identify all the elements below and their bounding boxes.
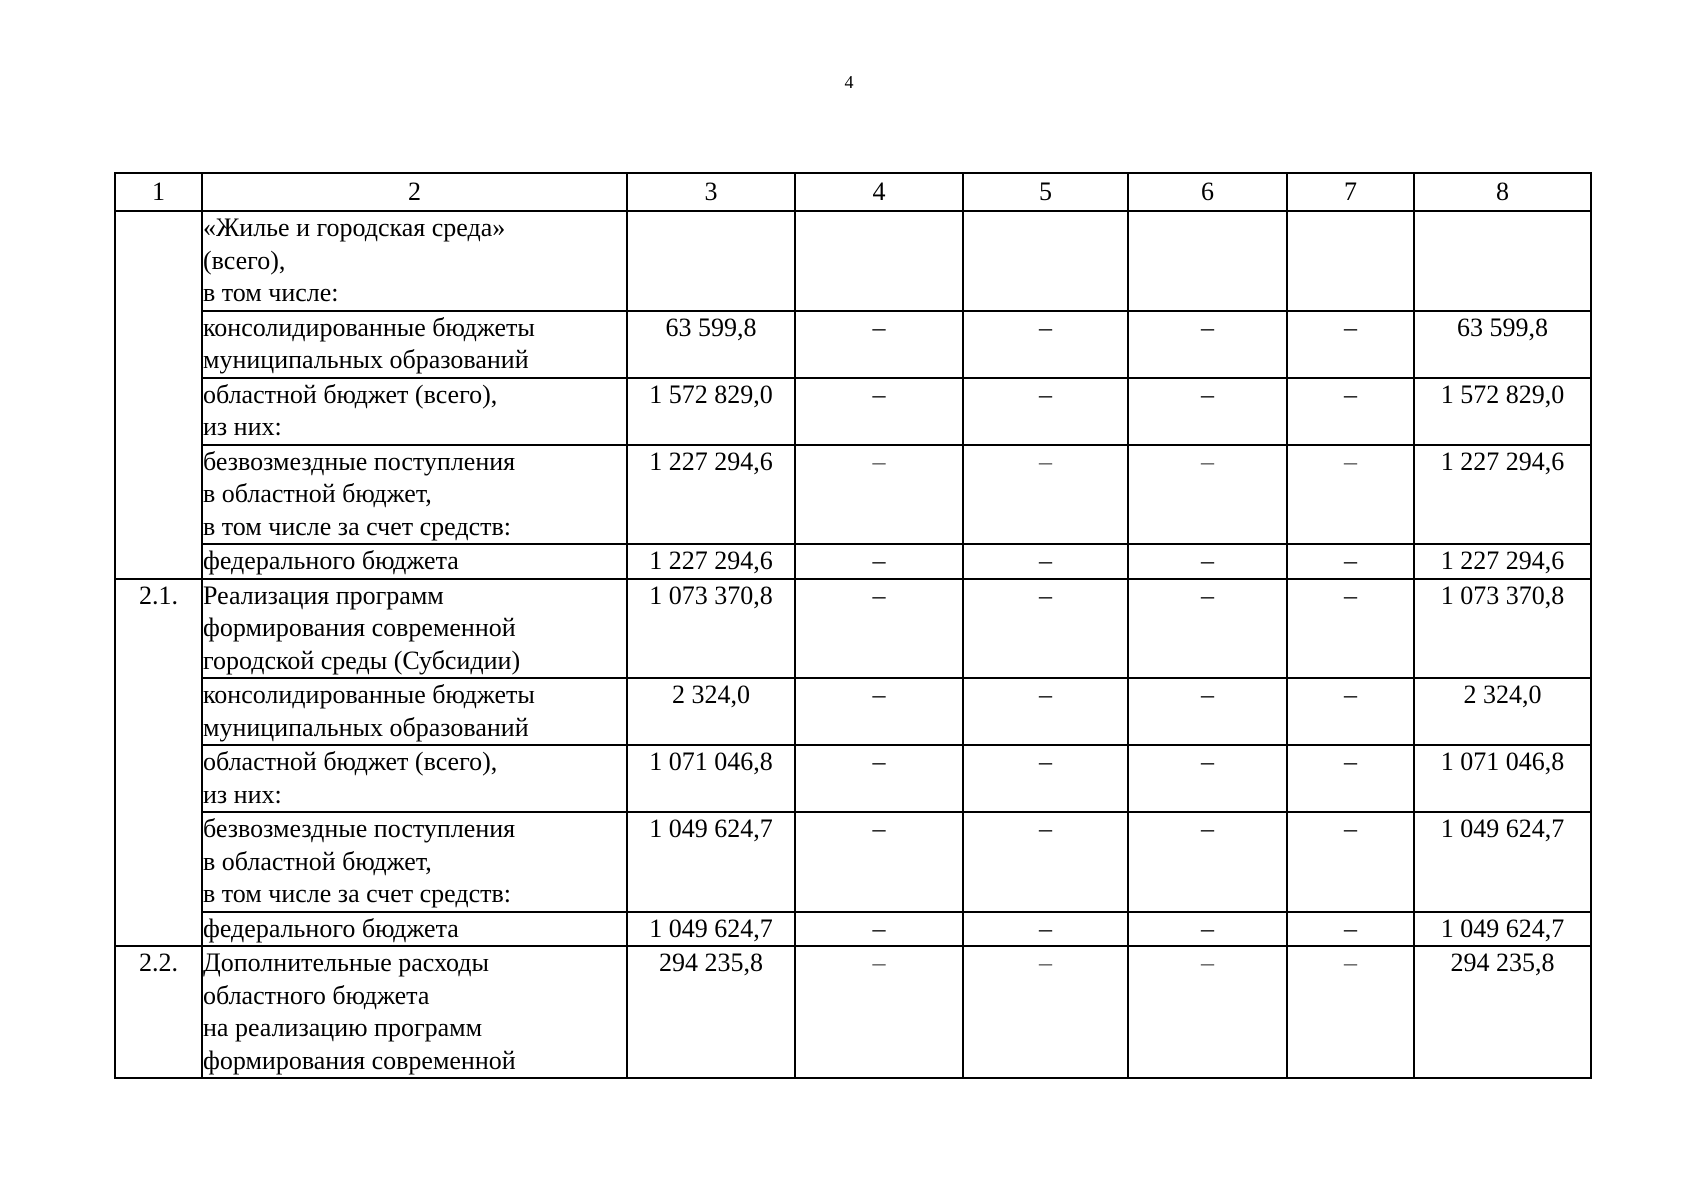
value-cell-col-4: –: [795, 912, 963, 947]
value-cell-col-8: 294 235,8: [1414, 946, 1591, 1078]
column-header: 2: [202, 173, 627, 211]
table-row: [115, 946, 1591, 1078]
value-cell-col-6: –: [1128, 946, 1287, 1078]
description-cell: [202, 445, 627, 545]
description-cell: [202, 912, 627, 947]
table-row: [115, 211, 1591, 311]
value-cell-col-3: 1 071 046,8: [627, 745, 795, 812]
column-header: 3: [627, 173, 795, 211]
value-cell-col-8: 2 324,0: [1414, 678, 1591, 745]
description-line: формирования современной: [203, 613, 516, 642]
value-cell-col-5: [963, 211, 1128, 311]
value-cell-col-4: –: [795, 544, 963, 579]
item-number-cell: 2.1.: [115, 579, 202, 947]
description-line: муниципальных образований: [203, 345, 529, 374]
value-cell-col-3: 1 049 624,7: [627, 812, 795, 912]
value-cell-col-6: –: [1128, 579, 1287, 679]
description-line: в том числе за счет средств:: [203, 879, 511, 908]
value-cell-col-5: –: [963, 912, 1128, 947]
column-header: 1: [115, 173, 202, 211]
value-cell-col-7: –: [1287, 544, 1414, 579]
description-line: муниципальных образований: [203, 712, 529, 742]
value-cell-col-3: 2 324,0: [627, 678, 795, 745]
value-cell-col-6: –: [1128, 745, 1287, 812]
value-cell-col-4: –: [795, 579, 963, 679]
value-cell-col-7: –: [1287, 445, 1414, 545]
value-cell-col-6: –: [1128, 544, 1287, 579]
value-cell-col-3: [627, 211, 795, 311]
value-cell-col-4: –: [795, 678, 963, 745]
description-line: на реализацию программ: [203, 1013, 483, 1042]
column-header: 5: [963, 173, 1128, 211]
description-cell: [202, 579, 627, 679]
value-cell-col-5: –: [963, 678, 1128, 745]
value-cell-col-4: [795, 211, 963, 311]
description-line: областного бюджета: [203, 980, 430, 1010]
table-row: [115, 378, 1591, 445]
description-line: в том числе за счет средств:: [203, 511, 511, 541]
value-cell-col-6: –: [1128, 445, 1287, 545]
description-cell: [202, 211, 627, 311]
column-number-row: [115, 173, 1591, 211]
description-line: Реализация программ: [203, 580, 444, 610]
description-line: из них:: [203, 412, 282, 441]
table-row: [115, 579, 1591, 679]
column-header: 7: [1287, 173, 1414, 211]
table-row: [115, 912, 1591, 947]
value-cell-col-8: 1 572 829,0: [1414, 378, 1591, 445]
column-header: 8: [1414, 173, 1591, 211]
value-cell-col-5: –: [963, 445, 1128, 545]
value-cell-col-6: –: [1128, 812, 1287, 912]
description-line: федерального бюджета: [203, 546, 459, 575]
value-cell-col-6: –: [1128, 311, 1287, 378]
table-row: [115, 445, 1591, 545]
value-cell-col-7: –: [1287, 311, 1414, 378]
value-cell-col-5: –: [963, 946, 1128, 1078]
description-line: «Жилье и городская среда»: [203, 213, 506, 242]
table-row: [115, 544, 1591, 579]
description-line: безвозмездные поступления: [203, 814, 516, 843]
value-cell-col-8: 1 227 294,6: [1414, 445, 1591, 545]
description-line: консолидированные бюджеты: [203, 312, 535, 342]
value-cell-col-5: –: [963, 745, 1128, 812]
description-line: областной бюджет (всего),: [203, 379, 498, 409]
description-cell: [202, 745, 627, 812]
value-cell-col-8: 1 073 370,8: [1414, 579, 1591, 679]
description-line: в том числе:: [203, 278, 339, 307]
description-line: из них:: [203, 779, 282, 809]
description-line: консолидированные бюджеты: [203, 680, 535, 709]
table-row: [115, 678, 1591, 745]
value-cell-col-6: –: [1128, 678, 1287, 745]
value-cell-col-8: 1 049 624,7: [1414, 912, 1591, 947]
value-cell-col-3: 1 073 370,8: [627, 579, 795, 679]
value-cell-col-7: –: [1287, 579, 1414, 679]
description-cell: [202, 812, 627, 912]
value-cell-col-5: –: [963, 579, 1128, 679]
description-line: федерального бюджета: [203, 913, 459, 943]
value-cell-col-6: –: [1128, 378, 1287, 445]
page-number: 4: [844, 72, 854, 92]
value-cell-col-3: 1 049 624,7: [627, 912, 795, 947]
value-cell-col-7: –: [1287, 378, 1414, 445]
value-cell-col-6: [1128, 211, 1287, 311]
value-cell-col-3: 1 227 294,6: [627, 445, 795, 545]
value-cell-col-8: 63 599,8: [1414, 311, 1591, 378]
table-body: [115, 211, 1591, 1078]
value-cell-col-7: –: [1287, 745, 1414, 812]
description-cell: [202, 946, 627, 1078]
description-cell: [202, 678, 627, 745]
value-cell-col-4: –: [795, 946, 963, 1078]
budget-table: [114, 172, 1592, 1079]
value-cell-col-3: 1 572 829,0: [627, 378, 795, 445]
table-row: [115, 745, 1591, 812]
value-cell-col-7: –: [1287, 678, 1414, 745]
description-line: безвозмездные поступления: [203, 446, 516, 476]
description-line: в областной бюджет,: [203, 479, 432, 508]
table-row: [115, 311, 1591, 378]
item-number-cell: [115, 211, 202, 579]
value-cell-col-4: –: [795, 445, 963, 545]
description-line: формирования современной: [203, 1045, 516, 1075]
value-cell-col-8: 1 049 624,7: [1414, 812, 1591, 912]
description-line: Дополнительные расходы: [203, 948, 489, 977]
description-line: областной бюджет (всего),: [203, 747, 498, 776]
value-cell-col-4: –: [795, 745, 963, 812]
value-cell-col-3: 63 599,8: [627, 311, 795, 378]
description-line: городской среды (Субсидии): [203, 645, 521, 675]
value-cell-col-5: –: [963, 378, 1128, 445]
value-cell-col-5: –: [963, 544, 1128, 579]
description-cell: [202, 544, 627, 579]
value-cell-col-7: [1287, 211, 1414, 311]
description-line: (всего),: [203, 245, 286, 275]
value-cell-col-5: –: [963, 812, 1128, 912]
table-row: [115, 812, 1591, 912]
value-cell-col-7: –: [1287, 946, 1414, 1078]
value-cell-col-5: –: [963, 311, 1128, 378]
value-cell-col-8: 1 071 046,8: [1414, 745, 1591, 812]
value-cell-col-4: –: [795, 378, 963, 445]
value-cell-col-7: –: [1287, 912, 1414, 947]
description-cell: [202, 378, 627, 445]
value-cell-col-3: 1 227 294,6: [627, 544, 795, 579]
column-header: 4: [795, 173, 963, 211]
item-number-cell: 2.2.: [115, 946, 202, 1078]
description-line: в областной бюджет,: [203, 846, 432, 876]
value-cell-col-7: –: [1287, 812, 1414, 912]
value-cell-col-8: 1 227 294,6: [1414, 544, 1591, 579]
value-cell-col-4: –: [795, 311, 963, 378]
value-cell-col-6: –: [1128, 912, 1287, 947]
description-cell: [202, 311, 627, 378]
value-cell-col-3: 294 235,8: [627, 946, 795, 1078]
value-cell-col-8: [1414, 211, 1591, 311]
value-cell-col-4: –: [795, 812, 963, 912]
column-header: 6: [1128, 173, 1287, 211]
